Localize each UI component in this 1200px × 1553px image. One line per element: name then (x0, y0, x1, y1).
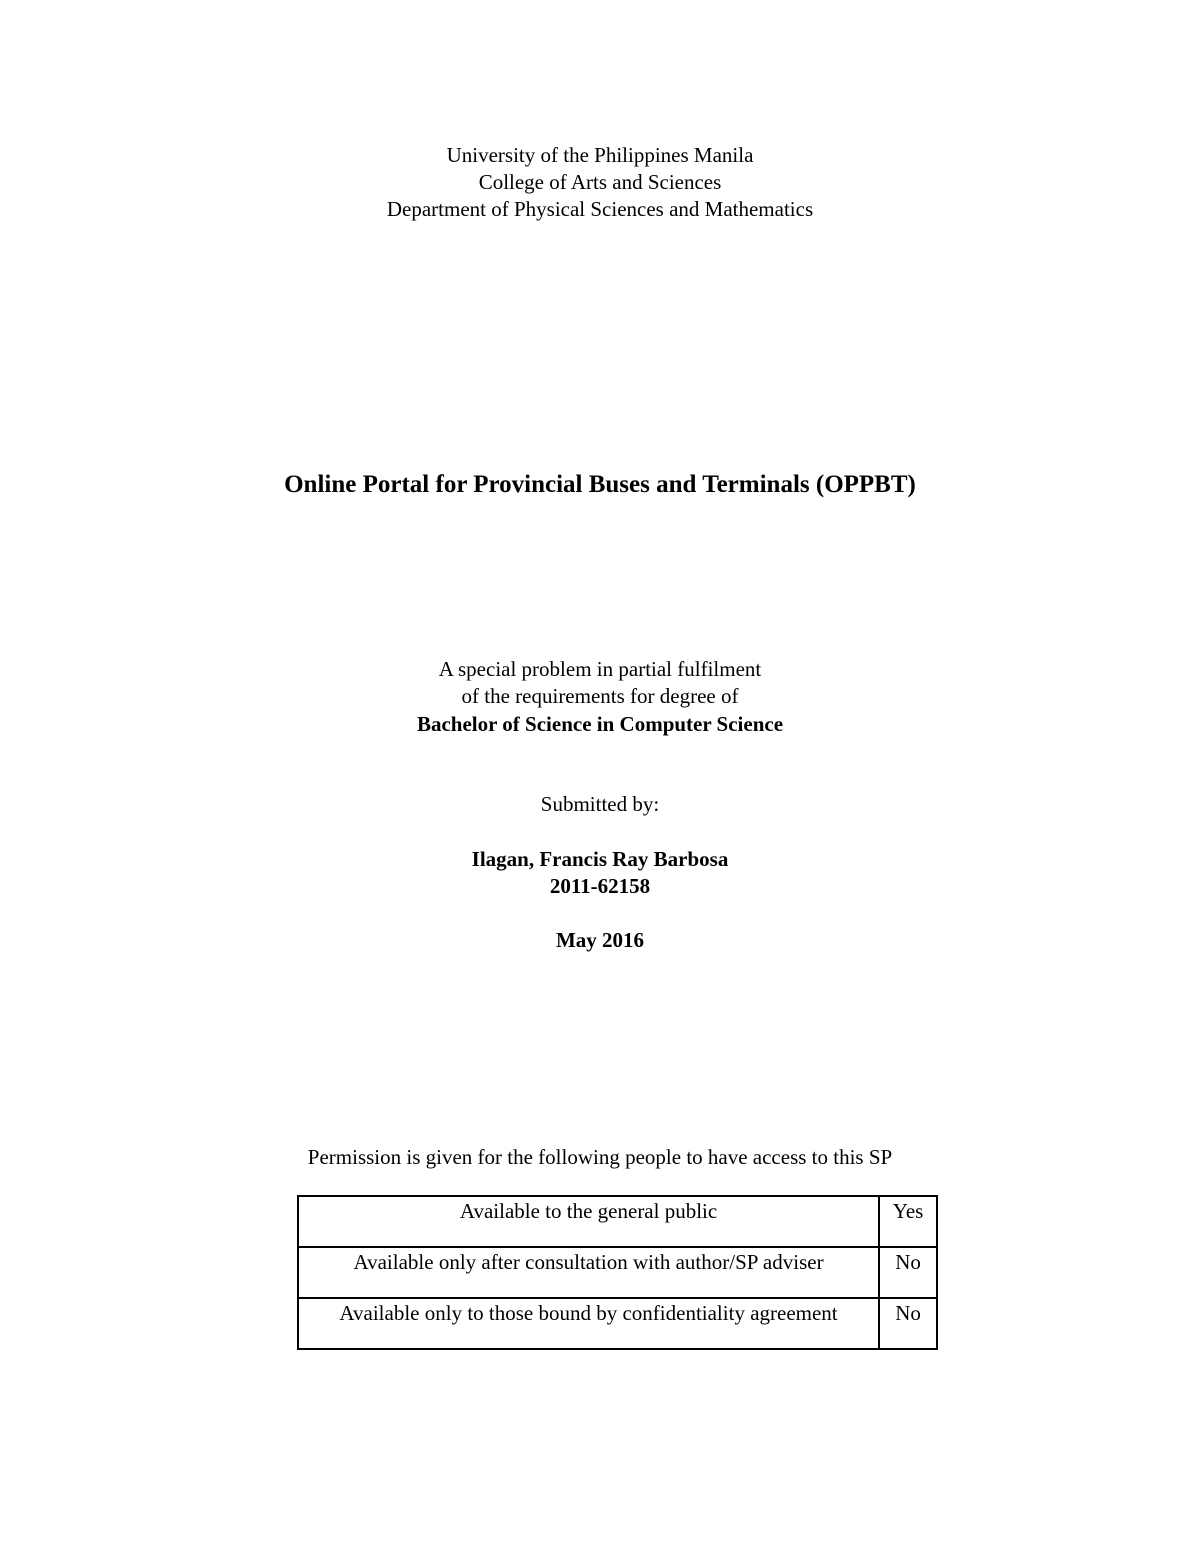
permission-description: Available to the general public (298, 1196, 879, 1247)
table-row (298, 1298, 937, 1349)
table-row (298, 1247, 937, 1298)
purpose-line-1: A special problem in partial fulfilment (438, 657, 762, 681)
document-title: Online Portal for Provincial Buses and Terminals (OPPBT) (284, 471, 916, 498)
permission-description: Available only after consultation with author/SP adviser (298, 1247, 879, 1298)
permission-statement: Permission is given for the following people to have access to this SP (307, 1145, 893, 1169)
submission-date: May 2016 (555, 928, 645, 952)
department-name: Department of Physical Sciences and Mathematics (386, 197, 814, 221)
permission-value: Yes (879, 1196, 937, 1247)
permission-value: No (879, 1298, 937, 1349)
permission-table (297, 1195, 938, 1350)
table-row (298, 1196, 937, 1247)
student-number: 2011-62158 (549, 874, 651, 898)
author-name: Ilagan, Francis Ray Barbosa (471, 847, 729, 871)
permission-value: No (879, 1247, 937, 1298)
university-name: University of the Philippines Manila (446, 143, 754, 167)
permission-description: Available only to those bound by confidentiality agreement (298, 1298, 879, 1349)
college-name: College of Arts and Sciences (478, 170, 722, 194)
submitted-by-label: Submitted by: (540, 792, 660, 816)
purpose-line-2: of the requirements for degree of (461, 684, 739, 708)
degree-name: Bachelor of Science in Computer Science (416, 712, 784, 736)
